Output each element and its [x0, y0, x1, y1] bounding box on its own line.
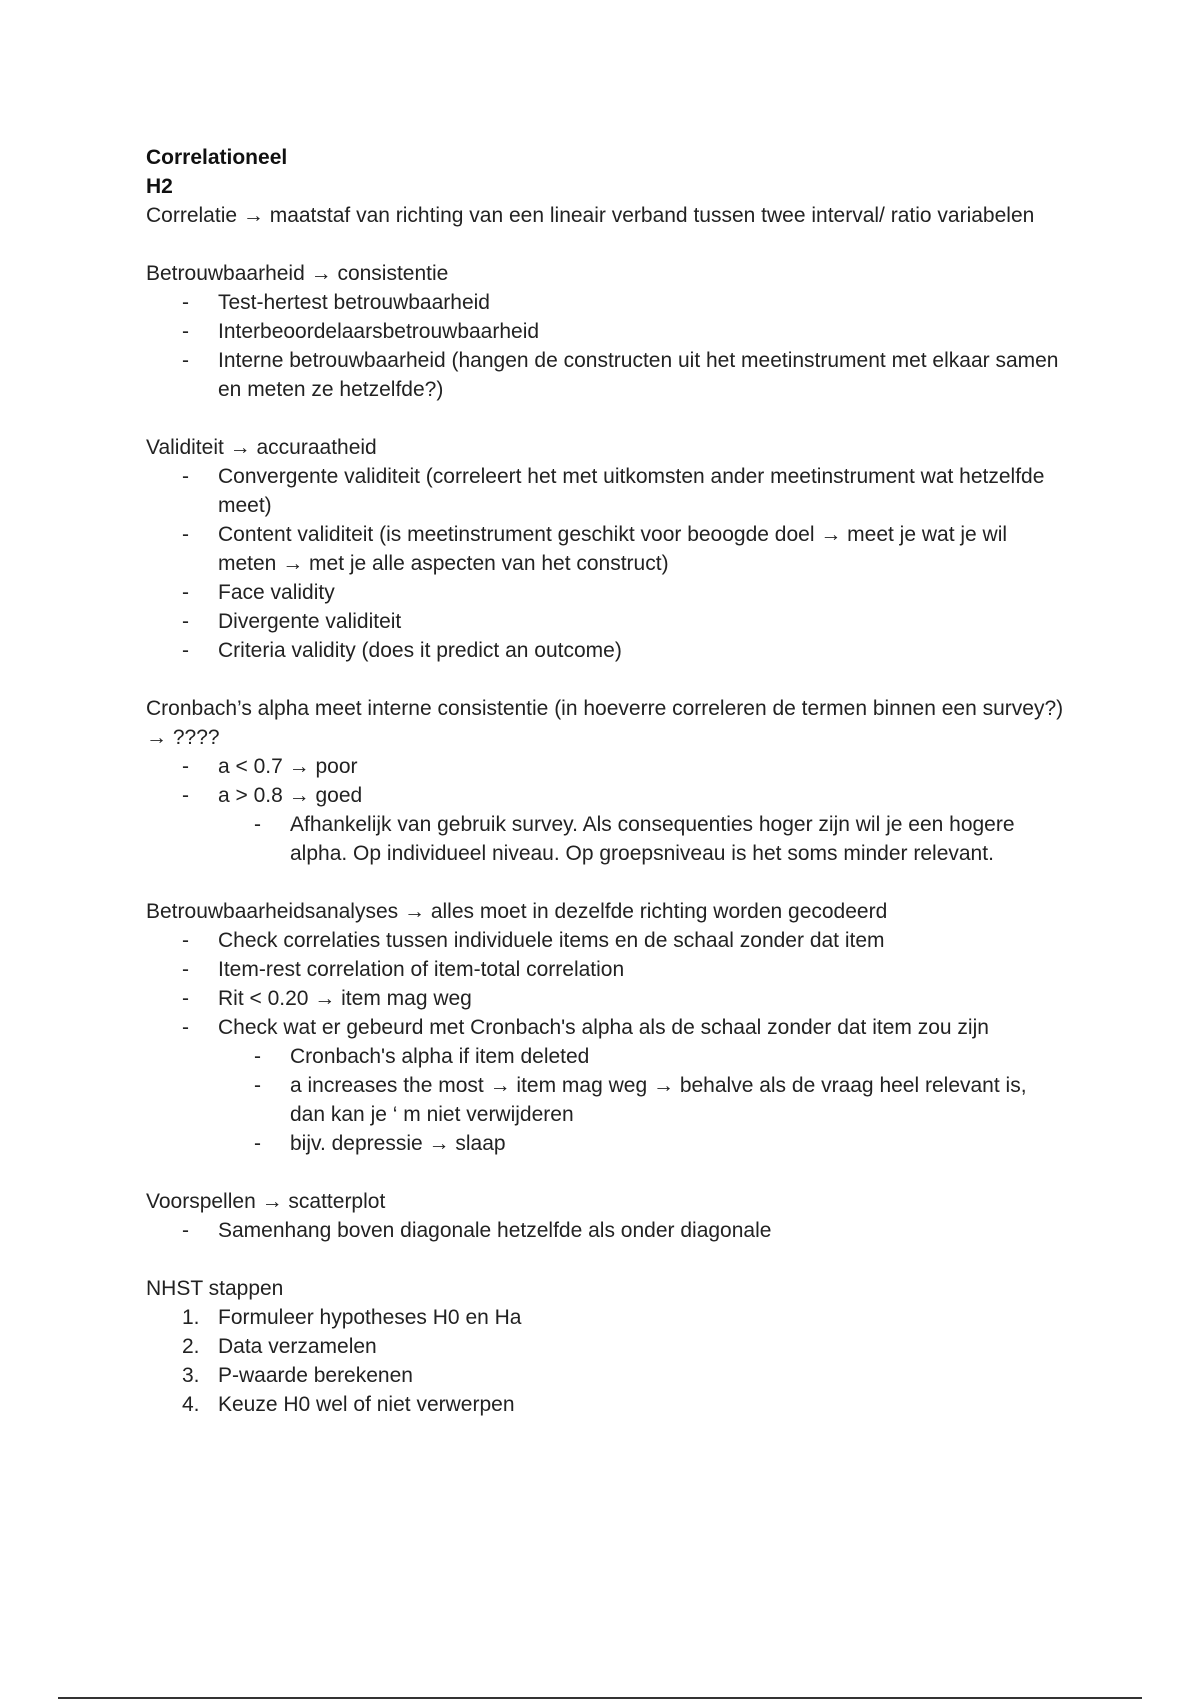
bullet-list — [146, 752, 1066, 868]
numbered-list — [146, 1303, 1066, 1419]
list-item — [146, 607, 1066, 636]
list-item — [146, 955, 1066, 984]
nested-list-item — [146, 1042, 1066, 1071]
bullet-marker: - — [182, 465, 189, 488]
list-item — [146, 578, 1066, 607]
nested-bullet-list — [146, 1042, 1066, 1158]
nested-list-item — [146, 1071, 1066, 1129]
list-item — [146, 462, 1066, 520]
number-marker: 2. — [182, 1335, 200, 1358]
list-item — [146, 288, 1066, 317]
list-item-text: bijv. depressie → slaap — [290, 1132, 506, 1155]
section-voorspellen — [146, 1187, 1066, 1245]
list-item — [146, 636, 1066, 665]
list-item-text: Afhankelijk van gebruik survey. Als consequenties hoger zijn wil je een hogere alpha. Op individueel niveau. Op groepsniveau is het soms minder relevant. — [290, 813, 1015, 865]
list-item — [146, 346, 1066, 404]
list-item-text: a > 0.8 → goed — [218, 784, 363, 807]
bullet-marker: - — [182, 581, 189, 604]
bullet-list — [146, 926, 1066, 1158]
section-cronbach — [146, 694, 1066, 868]
list-item-text: a < 0.7 → poor — [218, 755, 358, 778]
chapter-heading: H2 — [146, 175, 173, 198]
list-item-text: a increases the most → item mag weg → behalve als de vraag heel relevant is, dan kan je ‘ m niet verwijderen — [290, 1074, 1027, 1126]
bullet-marker: - — [182, 987, 189, 1010]
bullet-marker: - — [254, 1045, 261, 1068]
list-item — [146, 926, 1066, 955]
list-item — [146, 1013, 1066, 1158]
numbered-item — [146, 1390, 1066, 1419]
list-item-text: Divergente validiteit — [218, 610, 402, 633]
bullet-marker: - — [254, 813, 261, 836]
section-nhst — [146, 1274, 1066, 1419]
section-heading: Validiteit → accuraatheid — [146, 436, 377, 459]
list-item-text: Keuze H0 wel of niet verwerpen — [218, 1393, 515, 1416]
bullet-marker: - — [182, 639, 189, 662]
section-heading: Betrouwbaarheidsanalyses → alles moet in dezelfde richting worden gecodeerd — [146, 900, 888, 923]
list-item-text: Interne betrouwbaarheid (hangen de constructen uit het meetinstrument met elkaar samen en meten ze hetzelfde?) — [218, 349, 1059, 401]
numbered-item — [146, 1303, 1066, 1332]
list-item-text: Content validiteit (is meetinstrument geschikt voor beoogde doel → meet je wat je wil meten → met je alle aspecten van het construct) — [218, 523, 1008, 575]
bullet-marker: - — [182, 610, 189, 633]
list-item-text: Test-hertest betrouwbaarheid — [218, 291, 490, 314]
list-item — [146, 752, 1066, 781]
section-heading: Cronbach’s alpha meet interne consistentie (in hoeverre correleren de termen binnen een survey?) → ???? — [146, 697, 1064, 749]
number-marker: 4. — [182, 1393, 200, 1416]
bullet-marker: - — [182, 755, 189, 778]
list-item — [146, 781, 1066, 868]
list-item-text: Rit < 0.20 → item mag weg — [218, 987, 472, 1010]
list-item-text: Check correlaties tussen individuele items en de schaal zonder dat item — [218, 929, 885, 952]
list-item-text: Samenhang boven diagonale hetzelfde als onder diagonale — [218, 1219, 772, 1242]
list-item-text: Formuleer hypotheses H0 en Ha — [218, 1306, 522, 1329]
section-heading: Betrouwbaarheid → consistentie — [146, 262, 449, 285]
number-marker: 1. — [182, 1306, 200, 1329]
bullet-marker: - — [254, 1132, 261, 1155]
list-item-text: P-waarde berekenen — [218, 1364, 413, 1387]
list-item-text: Item-rest correlation of item-total correlation — [218, 958, 625, 981]
bullet-marker: - — [182, 349, 189, 372]
numbered-item — [146, 1361, 1066, 1390]
document-page — [146, 143, 1066, 1419]
page-bottom-rule — [58, 1697, 1142, 1699]
bullet-marker: - — [254, 1074, 261, 1097]
number-marker: 3. — [182, 1364, 200, 1387]
list-item-text: Data verzamelen — [218, 1335, 377, 1358]
section-heading: Voorspellen → scatterplot — [146, 1190, 386, 1213]
intro-paragraph: Correlatie → maatstaf van richting van een lineair verband tussen twee interval/ ratio variabelen — [146, 204, 1035, 227]
bullet-marker: - — [182, 291, 189, 314]
section-analyses — [146, 897, 1066, 1158]
bullet-marker: - — [182, 929, 189, 952]
list-item — [146, 1216, 1066, 1245]
nested-list-item — [146, 1129, 1066, 1158]
document-title: Correlationeel — [146, 146, 288, 169]
section-validiteit — [146, 433, 1066, 665]
list-item — [146, 984, 1066, 1013]
nested-bullet-list — [146, 810, 1066, 868]
bullet-list — [146, 462, 1066, 665]
bullet-list — [146, 288, 1066, 404]
section-betrouwbaarheid — [146, 259, 1066, 404]
bullet-list — [146, 1216, 1066, 1245]
bullet-marker: - — [182, 958, 189, 981]
list-item-text: Face validity — [218, 581, 335, 604]
section-heading: NHST stappen — [146, 1277, 284, 1300]
list-item — [146, 520, 1066, 578]
bullet-marker: - — [182, 784, 189, 807]
list-item — [146, 317, 1066, 346]
bullet-marker: - — [182, 320, 189, 343]
list-item-text: Cronbach's alpha if item deleted — [290, 1045, 590, 1068]
list-item-text: Criteria validity (does it predict an outcome) — [218, 639, 622, 662]
nested-list-item — [146, 810, 1066, 868]
bullet-marker: - — [182, 523, 189, 546]
list-item-text: Check wat er gebeurd met Cronbach's alpha als de schaal zonder dat item zou zijn — [218, 1016, 989, 1039]
numbered-item — [146, 1332, 1066, 1361]
list-item-text: Convergente validiteit (correleert het met uitkomsten ander meetinstrument wat hetzelfde meet) — [218, 465, 1045, 517]
list-item-text: Interbeoordelaarsbetrouwbaarheid — [218, 320, 540, 343]
bullet-marker: - — [182, 1016, 189, 1039]
bullet-marker: - — [182, 1219, 189, 1242]
